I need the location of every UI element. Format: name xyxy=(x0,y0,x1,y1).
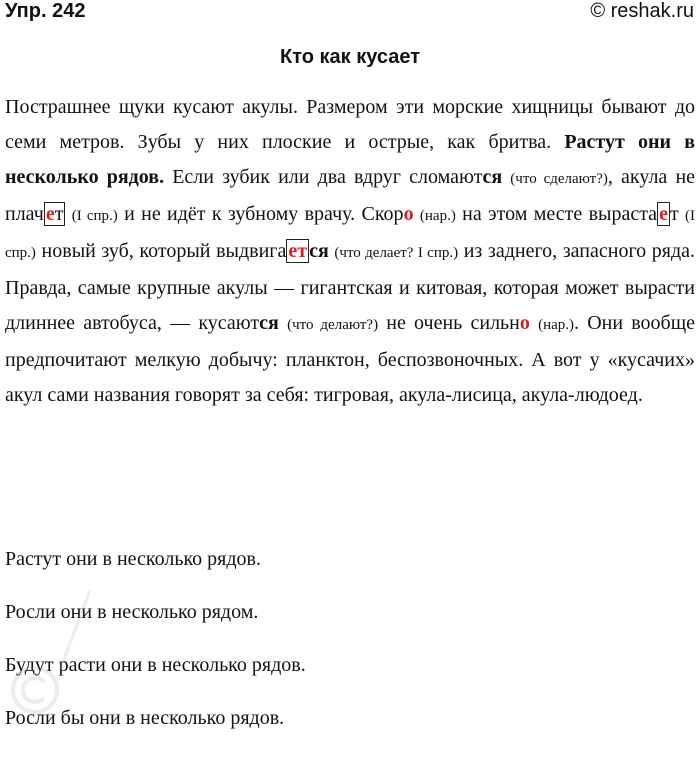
text-part: новый зуб, который выдвига xyxy=(35,240,287,262)
site-credit: © reshak.ru xyxy=(590,0,694,22)
exercise-text xyxy=(5,90,695,413)
sentence-line: Росли бы они в несколько рядов. xyxy=(5,707,285,729)
suffix: ся xyxy=(482,166,503,188)
ending-box xyxy=(286,239,309,263)
part-of-speech-note: (нар.) xyxy=(538,317,575,333)
suffix: ся xyxy=(259,312,279,334)
highlighted-letters: ет xyxy=(288,240,308,262)
header xyxy=(0,0,700,30)
text-part: на этом месте выраста xyxy=(455,203,658,225)
exercise-number: Упр. 242 xyxy=(5,0,86,22)
text-part: из заднего, запасного ряда. Правда, самые крупные акулы — гигантская и китовая, которая может вырасти длиннее автобуса, — кусают xyxy=(5,240,696,334)
text-part: и не идёт к зубному врачу. Скор xyxy=(117,203,404,225)
question-note: (что делают?) xyxy=(287,317,379,333)
suffix: ся xyxy=(309,240,329,262)
watermark-icon xyxy=(0,580,100,720)
question-note: (что сделают?) xyxy=(510,171,608,187)
highlighted-letter: е xyxy=(659,203,668,225)
highlighted-letter: о xyxy=(403,203,414,225)
text-part: Пострашнее щуки кусают акулы. Размером эти морские хищницы бывают до семи метров. Зубы у них плоские и острые, как бритва. xyxy=(5,96,695,153)
highlighted-letter: е xyxy=(45,203,55,225)
sentence-line: Растут они в несколько рядов. xyxy=(5,548,261,570)
question-note: (что делает? I спр.) xyxy=(334,245,459,261)
text-part: , акула не плач xyxy=(5,166,696,225)
conjugation-note: (I спр.) xyxy=(71,208,118,224)
bold-sentence: Растут они в несколько рядов. xyxy=(5,131,695,188)
text-part: не очень сильн xyxy=(378,312,520,334)
ending-tail: т xyxy=(54,203,64,225)
ending-box xyxy=(657,202,670,226)
text-part: . Они вообще предпочитают мелкую добычу: планктон, беспозвоночных. А вот у «кусачих» акул сами названия говорят за себя: тигровая, акула-лисица, акула-людоед. xyxy=(5,312,696,406)
ending-tail: т xyxy=(669,203,679,225)
ending-box xyxy=(44,202,66,226)
sentence-line: Будут расти они в несколько рядов. xyxy=(5,654,306,676)
highlighted-letter: о xyxy=(519,312,530,334)
sentence-line: Росли они в несколько рядом. xyxy=(5,601,259,623)
text-title: Кто как кусает xyxy=(280,46,420,68)
part-of-speech-note: (нар.) xyxy=(419,208,456,224)
conjugation-note: (I спр.) xyxy=(5,208,696,261)
text-part: Если зубик или два вдруг сломают xyxy=(164,166,483,188)
